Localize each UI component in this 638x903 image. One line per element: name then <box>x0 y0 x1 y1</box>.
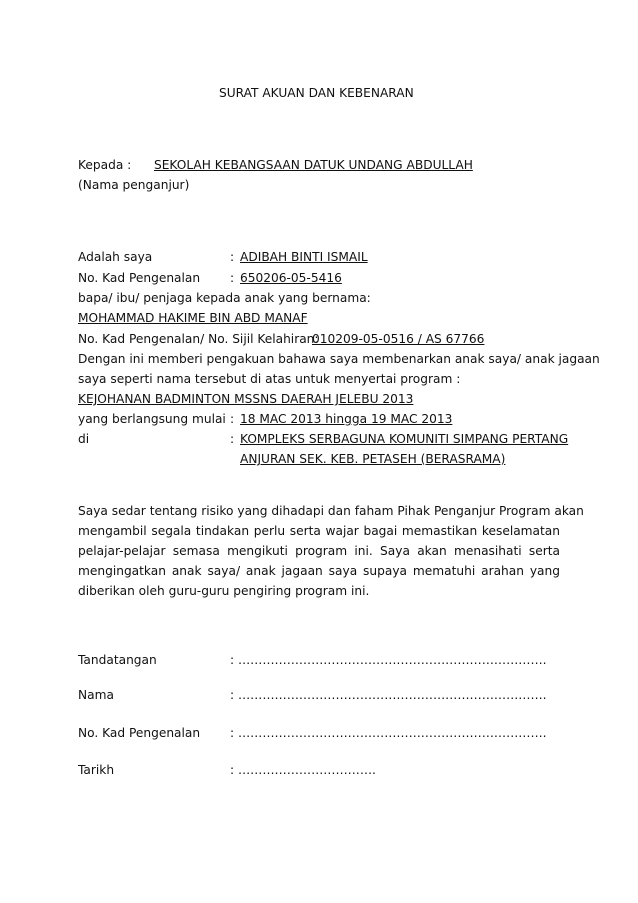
date-value: 18 MAC 2013 hingga 19 MAC 2013 <box>240 412 453 426</box>
program-name: KEJOHANAN BADMINTON MSSNS DAERAH JELEBU 2013 <box>78 392 414 406</box>
declarant-ic-value: 650206-05-5416 <box>240 271 342 285</box>
declarant-name-label: Adalah saya <box>78 250 153 264</box>
declarant-ic-colon: : <box>230 271 235 285</box>
child-ic-value: 010209-05-0516 / AS 67766 <box>312 332 485 346</box>
recipient-note: (Nama penganjur) <box>78 178 190 192</box>
declarant-name-value: ADIBAH BINTI ISMAIL <box>240 250 368 264</box>
date-sign-label: Tarikh <box>78 763 115 777</box>
risk-line: pelajar-pelajar semasa mengikuti program ini. Saya akan menasihati serta <box>78 544 560 558</box>
consent-line-2: saya seperti nama tersebut di atas untuk menyertai program : <box>78 372 461 386</box>
date-label: yang berlangsung mulai <box>78 412 226 426</box>
declarant-name-colon: : <box>230 250 235 264</box>
name-field: : …………………………………………………………………. <box>230 688 547 702</box>
child-ic-label: No. Kad Pengenalan/ No. Sijil Kelahiran: <box>78 332 319 346</box>
venue-colon: : <box>230 432 235 446</box>
recipient-label: Kepada : <box>78 158 132 172</box>
risk-line: Saya sedar tentang risiko yang dihadapi dan faham Pihak Penganjur Program akan <box>78 504 584 518</box>
risk-line: mengingatkan anak saya/ anak jagaan saya supaya mematuhi arahan yang <box>78 564 560 578</box>
ic-label: No. Kad Pengenalan <box>78 726 201 740</box>
child-name: MOHAMMAD HAKIME BIN ABD MANAF <box>78 311 308 325</box>
signature-label: Tandatangan <box>78 653 157 667</box>
signature-field: : …………………………………………………………………. <box>230 653 547 667</box>
date-colon: : <box>230 412 235 426</box>
venue-line-1: KOMPLEKS SERBAGUNA KOMUNITI SIMPANG PERTANG <box>240 432 569 446</box>
date-sign-field: : ……………………………. <box>230 763 376 777</box>
venue-line-2: ANJURAN SEK. KEB. PETASEH (BERASRAMA) <box>240 452 506 466</box>
consent-line-1: Dengan ini memberi pengakuan bahawa saya membenarkan anak saya/ anak jagaan <box>78 352 600 366</box>
guardian-text: bapa/ ibu/ penjaga kepada anak yang bernama: <box>78 291 371 305</box>
risk-line: diberikan oleh guru-guru pengiring program ini. <box>78 584 370 598</box>
ic-field: : …………………………………………………………………. <box>230 726 547 740</box>
venue-label: di <box>78 432 90 446</box>
recipient-school: SEKOLAH KEBANGSAAN DATUK UNDANG ABDULLAH <box>154 158 473 172</box>
declarant-ic-label: No. Kad Pengenalan <box>78 271 201 285</box>
name-label: Nama <box>78 688 114 702</box>
page-title: SURAT AKUAN DAN KEBENARAN <box>219 86 414 100</box>
risk-line: mengambil segala tindakan perlu serta wajar bagai memastikan keselamatan <box>78 524 560 538</box>
